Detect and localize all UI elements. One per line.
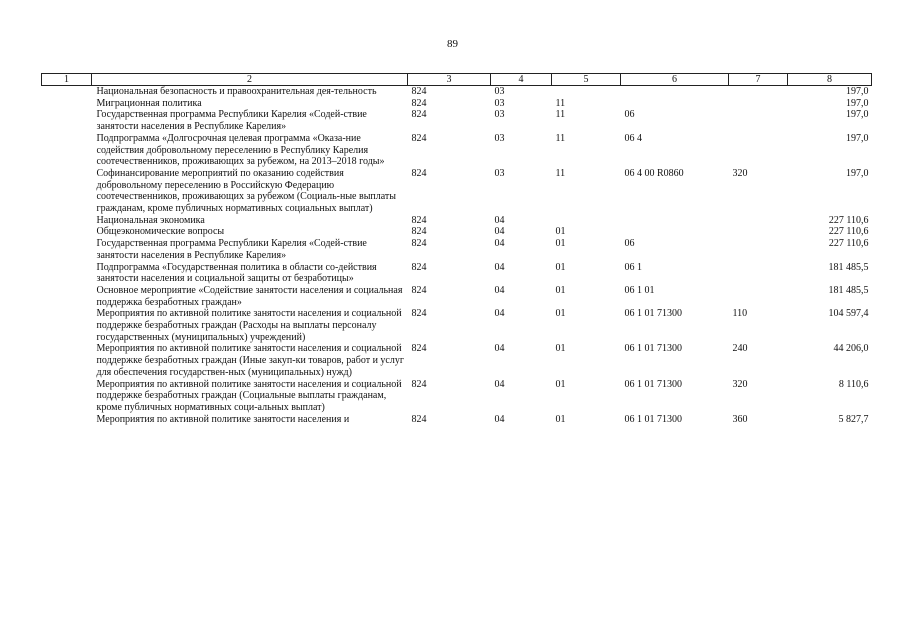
row-section: 04 <box>494 261 505 273</box>
row-target-article <box>621 226 729 238</box>
page-number: 89 <box>447 38 458 50</box>
row-target-article: 06 <box>624 109 635 121</box>
row-expense-type <box>729 98 788 110</box>
header-cell-5: 5 <box>552 74 621 86</box>
row-amount: 104 597,4 <box>828 308 869 320</box>
row-description: Мероприятия по активной политике занятости населения и социальной поддержке безработных граждан (Расходы на выплаты персоналу государственных (муниципальных) учреждений) <box>96 308 402 343</box>
table-row <box>42 343 872 378</box>
row-expense-type: 240 <box>732 343 748 355</box>
row-amount: 181 485,5 <box>828 261 869 273</box>
row-target-article: 06 4 <box>624 132 642 144</box>
row-number-cell <box>42 226 92 238</box>
row-admin-code: 824 <box>411 109 427 121</box>
row-amount: 181 485,5 <box>828 284 869 296</box>
row-amount: 197,0 <box>846 132 869 144</box>
header-cell-3: 3 <box>408 74 491 86</box>
table-row <box>42 238 872 261</box>
table-row <box>42 226 872 238</box>
row-target-article: 06 1 01 71300 <box>624 343 682 355</box>
row-amount: 227 110,6 <box>828 226 869 238</box>
row-expense-type <box>729 215 788 227</box>
row-section: 04 <box>494 214 505 226</box>
row-admin-code: 824 <box>411 413 427 425</box>
row-subsection: 01 <box>555 284 566 296</box>
table-row <box>42 215 872 227</box>
row-number-cell <box>42 238 92 261</box>
row-subsection: 01 <box>555 238 566 250</box>
table-row <box>42 168 872 215</box>
row-amount: 227 110,6 <box>828 238 869 250</box>
row-expense-type <box>729 262 788 285</box>
row-number-cell <box>42 379 92 414</box>
row-description: Мероприятия по активной политике занятости населения и <box>96 413 350 425</box>
row-subsection: 01 <box>555 413 566 425</box>
row-admin-code: 824 <box>411 97 427 109</box>
row-target-article <box>621 86 729 98</box>
row-admin-code: 824 <box>411 238 427 250</box>
row-target-article: 06 <box>624 238 635 250</box>
row-section: 04 <box>494 284 505 296</box>
row-expense-type: 320 <box>732 378 748 390</box>
row-admin-code: 824 <box>411 214 427 226</box>
row-description: Мероприятия по активной политике занятости населения и социальной поддержке безработных граждан (Иные закуп-ки товаров, работ и услуг для обеспечения государствен-ных (муниципальных) нужд) <box>96 343 404 378</box>
row-description: Подпрограмма «Долгосрочная целевая программа «Оказа-ние содействия добровольному переселению в Республику Карелия соотечественников, проживающих за рубежом, на 2013–2018 годы» <box>96 132 385 168</box>
row-subsection: 11 <box>555 167 566 179</box>
row-section: 03 <box>494 97 505 109</box>
row-number-cell <box>42 285 92 308</box>
row-target-article <box>621 215 729 227</box>
header-row <box>42 74 872 86</box>
row-expense-type <box>729 86 788 98</box>
row-subsection: 01 <box>555 226 566 238</box>
row-admin-code: 824 <box>411 261 427 273</box>
row-number-cell <box>42 109 92 132</box>
table-row <box>42 133 872 168</box>
row-expense-type <box>729 226 788 238</box>
row-expense-type: 110 <box>732 308 748 320</box>
row-section: 03 <box>494 109 505 121</box>
table-row <box>42 308 872 343</box>
row-amount: 5 827,7 <box>838 413 869 425</box>
row-section: 04 <box>494 343 505 355</box>
row-subsection: 01 <box>555 308 566 320</box>
table-row <box>42 86 872 98</box>
row-number-cell <box>42 414 92 426</box>
row-target-article: 06 4 00 R0860 <box>624 167 684 179</box>
row-section: 03 <box>494 86 505 97</box>
row-target-article <box>621 98 729 110</box>
row-target-article: 06 1 <box>624 261 642 273</box>
row-admin-code: 824 <box>411 378 427 390</box>
table-header <box>42 74 872 86</box>
row-section: 04 <box>494 238 505 250</box>
row-number-cell <box>42 308 92 343</box>
header-cell-7: 7 <box>729 74 788 86</box>
row-number-cell <box>42 343 92 378</box>
row-section: 03 <box>494 167 505 179</box>
table-row <box>42 379 872 414</box>
table-row <box>42 109 872 132</box>
row-number-cell <box>42 168 92 215</box>
row-subsection: 01 <box>555 261 566 273</box>
row-section: 04 <box>494 308 505 320</box>
budget-table <box>41 73 872 425</box>
row-subsection: 11 <box>555 109 566 121</box>
row-admin-code: 824 <box>411 343 427 355</box>
row-target-article: 06 1 01 71300 <box>624 413 682 425</box>
row-subsection <box>552 215 621 227</box>
header-cell-6: 6 <box>621 74 729 86</box>
table-row <box>42 285 872 308</box>
row-number-cell <box>42 86 92 98</box>
row-section: 04 <box>494 378 505 390</box>
row-admin-code: 824 <box>411 308 427 320</box>
header-cell-1: 1 <box>42 74 92 86</box>
row-target-article: 06 1 01 71300 <box>624 308 682 320</box>
header-cell-2: 2 <box>92 74 408 86</box>
row-description: Государственная программа Республики Карелия «Содей-ствие занятости населения в Республике Карелия» <box>96 238 367 261</box>
row-number-cell <box>42 262 92 285</box>
row-subsection: 11 <box>555 132 566 144</box>
row-admin-code: 824 <box>411 226 427 238</box>
row-amount: 8 110,6 <box>838 378 869 390</box>
row-description: Софинансирование мероприятий по оказанию содействия добровольному переселению в Российскую Федерацию соотечественников, проживающих за рубежом (Социаль-ные выплаты гражданам, кроме публичных нормативных социальных выплат) <box>96 167 397 215</box>
table-row <box>42 262 872 285</box>
row-admin-code: 824 <box>411 86 427 97</box>
row-description: Подпрограмма «Государственная политика в области со-действия занятости населения и социальной защиты от безработицы» <box>96 261 377 285</box>
table-row <box>42 414 872 426</box>
row-amount: 44 206,0 <box>833 343 869 355</box>
row-amount: 197,0 <box>846 86 869 97</box>
row-expense-type <box>729 109 788 132</box>
row-expense-type <box>729 285 788 308</box>
row-section: 04 <box>494 226 505 238</box>
row-description: Общеэкономические вопросы <box>96 226 225 238</box>
row-description: Основное мероприятие «Содействие занятости населения и социальная поддержка безработных граждан» <box>96 284 403 308</box>
row-amount: 197,0 <box>846 109 869 121</box>
row-target-article: 06 1 01 71300 <box>624 378 682 390</box>
row-amount: 197,0 <box>846 97 869 109</box>
row-section: 03 <box>494 132 505 144</box>
row-subsection: 01 <box>555 343 566 355</box>
row-expense-type <box>729 238 788 261</box>
row-amount: 227 110,6 <box>828 214 869 226</box>
row-number-cell <box>42 98 92 110</box>
row-subsection: 11 <box>555 97 566 109</box>
row-description: Миграционная политика <box>96 97 202 109</box>
row-description: Национальная безопасность и правоохранительная дея-тельность <box>96 86 377 97</box>
row-admin-code: 824 <box>411 284 427 296</box>
row-section: 04 <box>494 413 505 425</box>
row-number-cell <box>42 215 92 227</box>
row-admin-code: 824 <box>411 167 427 179</box>
row-description: Государственная программа Республики Карелия «Содей-ствие занятости населения в Республике Карелия» <box>96 109 367 133</box>
row-amount: 197,0 <box>846 167 869 179</box>
row-expense-type: 320 <box>732 167 748 179</box>
row-subsection: 01 <box>555 378 566 390</box>
row-subsection <box>552 86 621 98</box>
row-description: Мероприятия по активной политике занятости населения и социальной поддержке безработных граждан (Социальные выплаты гражданам, кроме публичных нормативных соци-альных выплат) <box>96 378 402 413</box>
header-cell-4: 4 <box>491 74 552 86</box>
table-body <box>42 86 872 426</box>
row-expense-type: 360 <box>732 413 748 425</box>
row-admin-code: 824 <box>411 132 427 144</box>
header-cell-8: 8 <box>788 74 872 86</box>
row-number-cell <box>42 133 92 168</box>
table-row <box>42 98 872 110</box>
row-description: Национальная экономика <box>96 214 205 226</box>
row-target-article: 06 1 01 <box>624 284 655 296</box>
row-expense-type <box>729 133 788 168</box>
